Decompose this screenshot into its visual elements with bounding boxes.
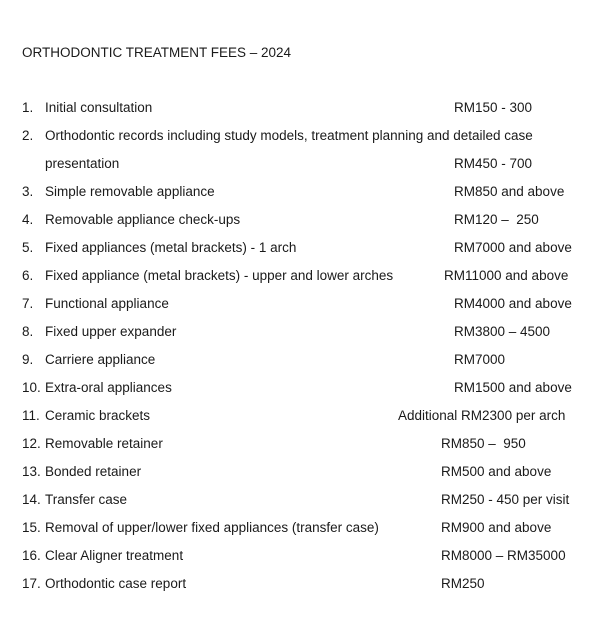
- fee-item: [0, 266, 602, 286]
- item-number: 17.: [22, 576, 41, 591]
- item-description: Orthodontic case report: [45, 576, 187, 591]
- item-number: 11.: [22, 408, 40, 423]
- item-number: 3.: [22, 184, 34, 199]
- item-description: Carriere appliance: [45, 352, 156, 367]
- fee-item: [0, 238, 602, 258]
- item-description: Transfer case: [45, 492, 128, 507]
- item-price: RM250 - 450 per visit: [441, 492, 570, 507]
- item-number: 12.: [22, 436, 41, 451]
- item-number: 10.: [22, 380, 41, 395]
- item-price: RM4000 and above: [454, 296, 572, 311]
- item-number: 8.: [22, 324, 34, 339]
- fee-item: [0, 406, 602, 426]
- item-price: RM11000 and above: [444, 268, 569, 283]
- item-description: Functional appliance: [45, 296, 169, 311]
- item-price: RM450 - 700: [454, 156, 533, 171]
- item-number: 2.: [22, 128, 34, 143]
- item-number: 16.: [22, 548, 41, 563]
- fee-item-continuation: [0, 154, 602, 174]
- item-price: RM850 – 950: [441, 436, 526, 451]
- item-description: Ceramic brackets: [45, 408, 151, 423]
- document-title: ORTHODONTIC TREATMENT FEES – 2024: [22, 45, 292, 60]
- item-number: 1.: [22, 100, 34, 115]
- item-price: RM120 – 250: [454, 212, 539, 227]
- item-price: RM1500 and above: [454, 380, 572, 395]
- item-price: RM8000 – RM35000: [441, 548, 566, 563]
- item-description: Fixed appliance (metal brackets) - upper and lower arches: [45, 268, 394, 283]
- item-description: Removal of upper/lower fixed appliances (transfer case): [45, 520, 379, 535]
- item-price: Additional RM2300 per arch: [398, 408, 566, 423]
- item-number: 6.: [22, 268, 34, 283]
- item-description: Removable retainer: [45, 436, 163, 451]
- item-number: 9.: [22, 352, 34, 367]
- item-description: Removable appliance check-ups: [45, 212, 241, 227]
- fee-item: [0, 182, 602, 202]
- item-description: Extra-oral appliances: [45, 380, 172, 395]
- item-price: RM500 and above: [441, 464, 552, 479]
- fee-item: [0, 574, 602, 594]
- item-description: Simple removable appliance: [45, 184, 215, 199]
- item-description: Orthodontic records including study models, treatment planning and detailed case: [45, 128, 533, 143]
- item-number: 13.: [22, 464, 41, 479]
- item-number: 5.: [22, 240, 34, 255]
- fee-item: [0, 434, 602, 454]
- item-number: 14.: [22, 492, 41, 507]
- item-description: Fixed upper expander: [45, 324, 177, 339]
- item-price: RM7000 and above: [454, 240, 572, 255]
- fee-item: [0, 98, 602, 118]
- fee-item: [0, 490, 602, 510]
- item-price: RM3800 – 4500: [454, 324, 551, 339]
- item-price: RM250: [441, 576, 485, 591]
- fee-item: [0, 210, 602, 230]
- item-price: RM850 and above: [454, 184, 565, 199]
- fee-item: [0, 294, 602, 314]
- item-description: Initial consultation: [45, 100, 153, 115]
- item-description: Clear Aligner treatment: [45, 548, 184, 563]
- item-number: 15.: [22, 520, 41, 535]
- fee-item: [0, 322, 602, 342]
- fee-item: [0, 518, 602, 538]
- fee-item: [0, 350, 602, 370]
- item-price: RM150 - 300: [454, 100, 533, 115]
- item-price: RM900 and above: [441, 520, 552, 535]
- item-number: 7.: [22, 296, 34, 311]
- item-description: Fixed appliances (metal brackets) - 1 arch: [45, 240, 297, 255]
- item-price: RM7000: [454, 352, 506, 367]
- item-number: 4.: [22, 212, 34, 227]
- fee-item: [0, 546, 602, 566]
- item-description: Bonded retainer: [45, 464, 142, 479]
- fee-item: [0, 378, 602, 398]
- fee-item: [0, 462, 602, 482]
- item-description-continued: presentation: [45, 156, 120, 171]
- fee-item: [0, 126, 602, 146]
